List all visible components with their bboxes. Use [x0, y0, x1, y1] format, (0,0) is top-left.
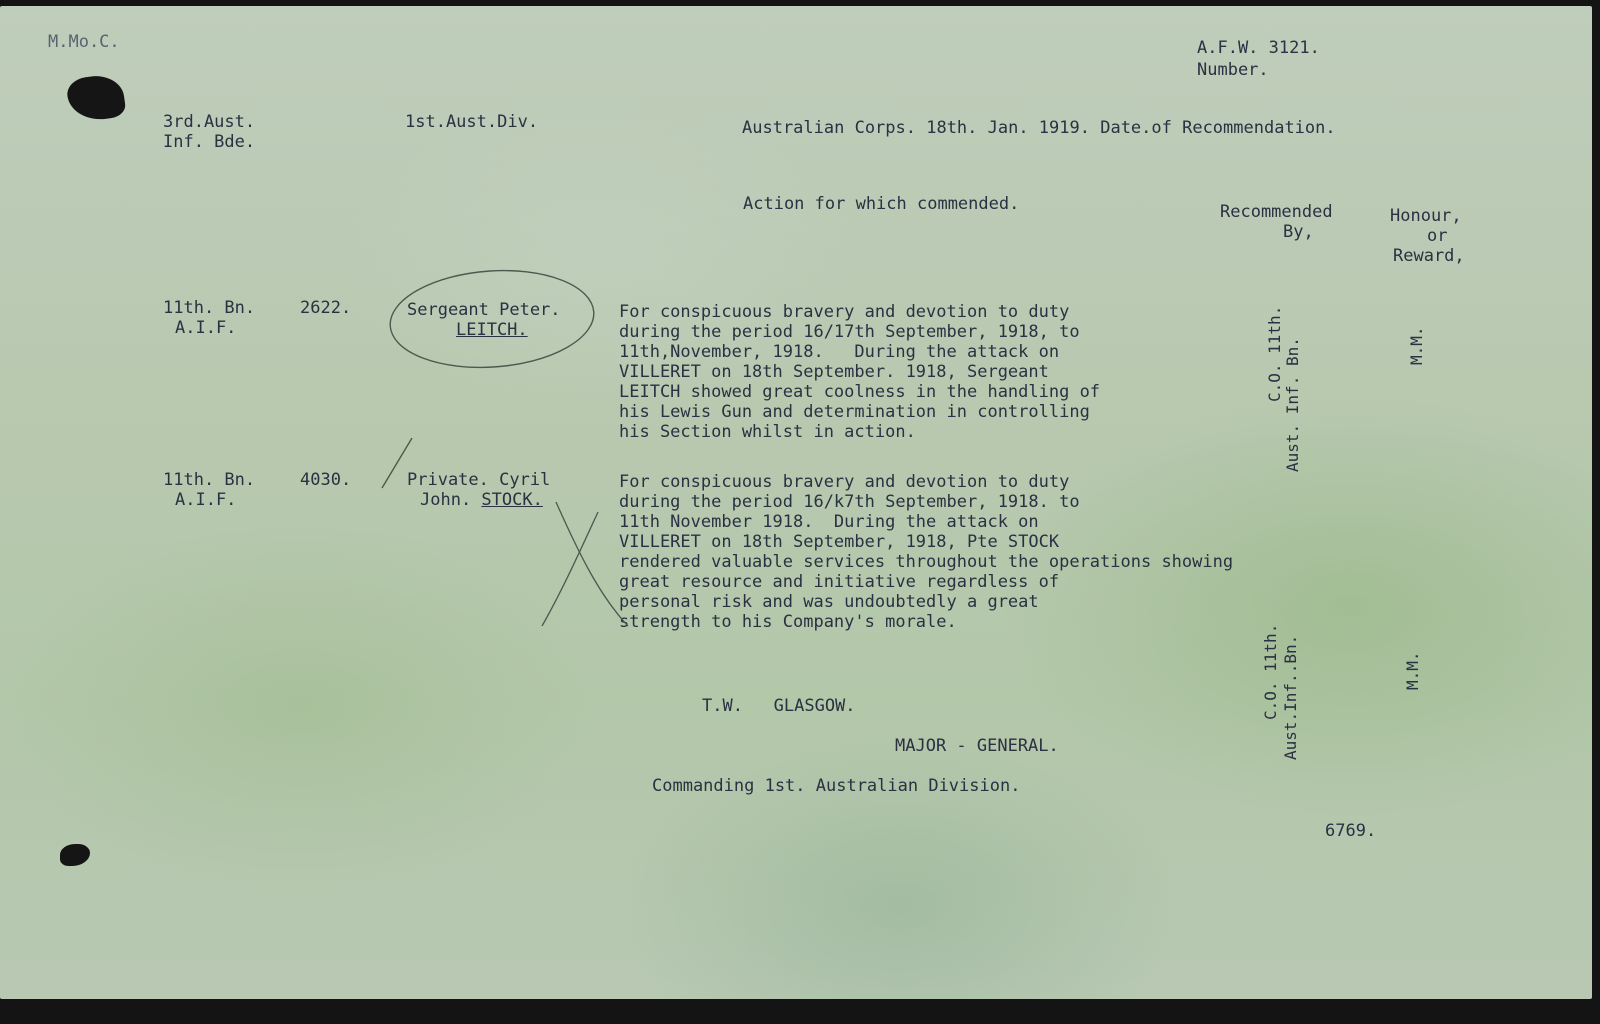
recommended-header-line-1: Recommended: [1220, 202, 1333, 222]
entry-name-line-1: Private. Cyril: [407, 470, 551, 490]
action-line: For conspicuous bravery and devotion to duty: [619, 302, 1070, 322]
honour-header-line-2: or: [1427, 226, 1448, 246]
honour-award: M.M.: [1403, 651, 1422, 690]
brigade-line-1: 3rd.Aust.: [163, 112, 256, 132]
page-number: 6769.: [1325, 821, 1377, 841]
recommended-header-line-2: By,: [1283, 222, 1314, 242]
action-line: LEITCH showed great coolness in the handling of: [619, 382, 1101, 402]
action-line: during the period 16/k7th September, 1918. to: [619, 492, 1080, 512]
action-line: 11th November 1918. During the attack on: [619, 512, 1039, 532]
action-line: For conspicuous bravery and devotion to duty: [619, 472, 1070, 492]
action-line: his Section whilst in action.: [619, 422, 916, 442]
form-number: A.F.W. 3121.: [1197, 38, 1320, 58]
brigade-line-2: Inf. Bde.: [163, 132, 256, 152]
signatory-name: T.W. GLASGOW.: [702, 696, 856, 716]
action-line: his Lewis Gun and determination in controlling: [619, 402, 1090, 422]
entry-name-line-1: Sergeant Peter.: [407, 300, 561, 320]
signatory-rank: MAJOR - GENERAL.: [895, 736, 1059, 756]
action-line: VILLERET on 18th September, 1918, Pte STOCK: [619, 532, 1060, 552]
signatory-command: Commanding 1st. Australian Division.: [652, 776, 1021, 796]
entry-surname: STOCK.: [481, 490, 543, 510]
action-line: VILLERET on 18th September. 1918, Sergeant: [619, 362, 1049, 382]
action-line: rendered valuable services throughout the operations showing: [619, 552, 1234, 572]
entry-unit-line-1: 11th. Bn.: [163, 298, 256, 318]
recommended-by-line-2: Aust. Inf. Bn.: [1283, 337, 1302, 472]
entry-service-number: 4030.: [300, 470, 352, 490]
action-line: great resource and initiative regardless of: [619, 572, 1060, 592]
torn-hole-top-left: [65, 72, 127, 123]
pencil-cross-stroke-2: [542, 512, 598, 626]
division: 1st.Aust.Div.: [405, 112, 539, 132]
form-code: M.Mo.C.: [48, 32, 120, 52]
action-line: personal risk and was undoubtedly a great: [619, 592, 1039, 612]
recommended-by-line-1: C.O. 11th.: [1265, 305, 1284, 402]
honour-award: M.M.: [1407, 326, 1426, 365]
honour-header-line-1: Honour,: [1390, 206, 1462, 226]
honour-header-line-3: Reward,: [1393, 246, 1465, 266]
torn-hole-bottom-left: [60, 844, 90, 866]
recommended-by-line-2: Aust.Inf..Bn.: [1281, 634, 1300, 760]
action-line: during the period 16/17th September, 1918, to: [619, 322, 1080, 342]
entry-name-line-2: [420, 490, 543, 511]
action-line: 11th,November, 1918. During the attack on: [619, 342, 1060, 362]
pencil-cross-stroke-1: [556, 502, 628, 626]
entry-unit-line-2: A.I.F.: [175, 490, 237, 510]
recommended-by-line-1: C.O. 11th.: [1261, 623, 1280, 720]
entry-given-name: John.: [420, 490, 482, 510]
corps-date: Australian Corps. 18th. Jan. 1919. Date.of Recommendation.: [742, 118, 1336, 138]
action-line: strength to his Company's morale.: [619, 612, 957, 632]
entry-surname: LEITCH.: [456, 320, 528, 340]
entry-unit-line-1: 11th. Bn.: [163, 470, 256, 490]
entry-service-number: 2622.: [300, 298, 352, 318]
number-label: Number.: [1197, 60, 1269, 80]
entry-unit-line-2: A.I.F.: [175, 318, 237, 338]
action-column-header: Action for which commended.: [743, 194, 1020, 214]
document-page: [0, 6, 1592, 999]
